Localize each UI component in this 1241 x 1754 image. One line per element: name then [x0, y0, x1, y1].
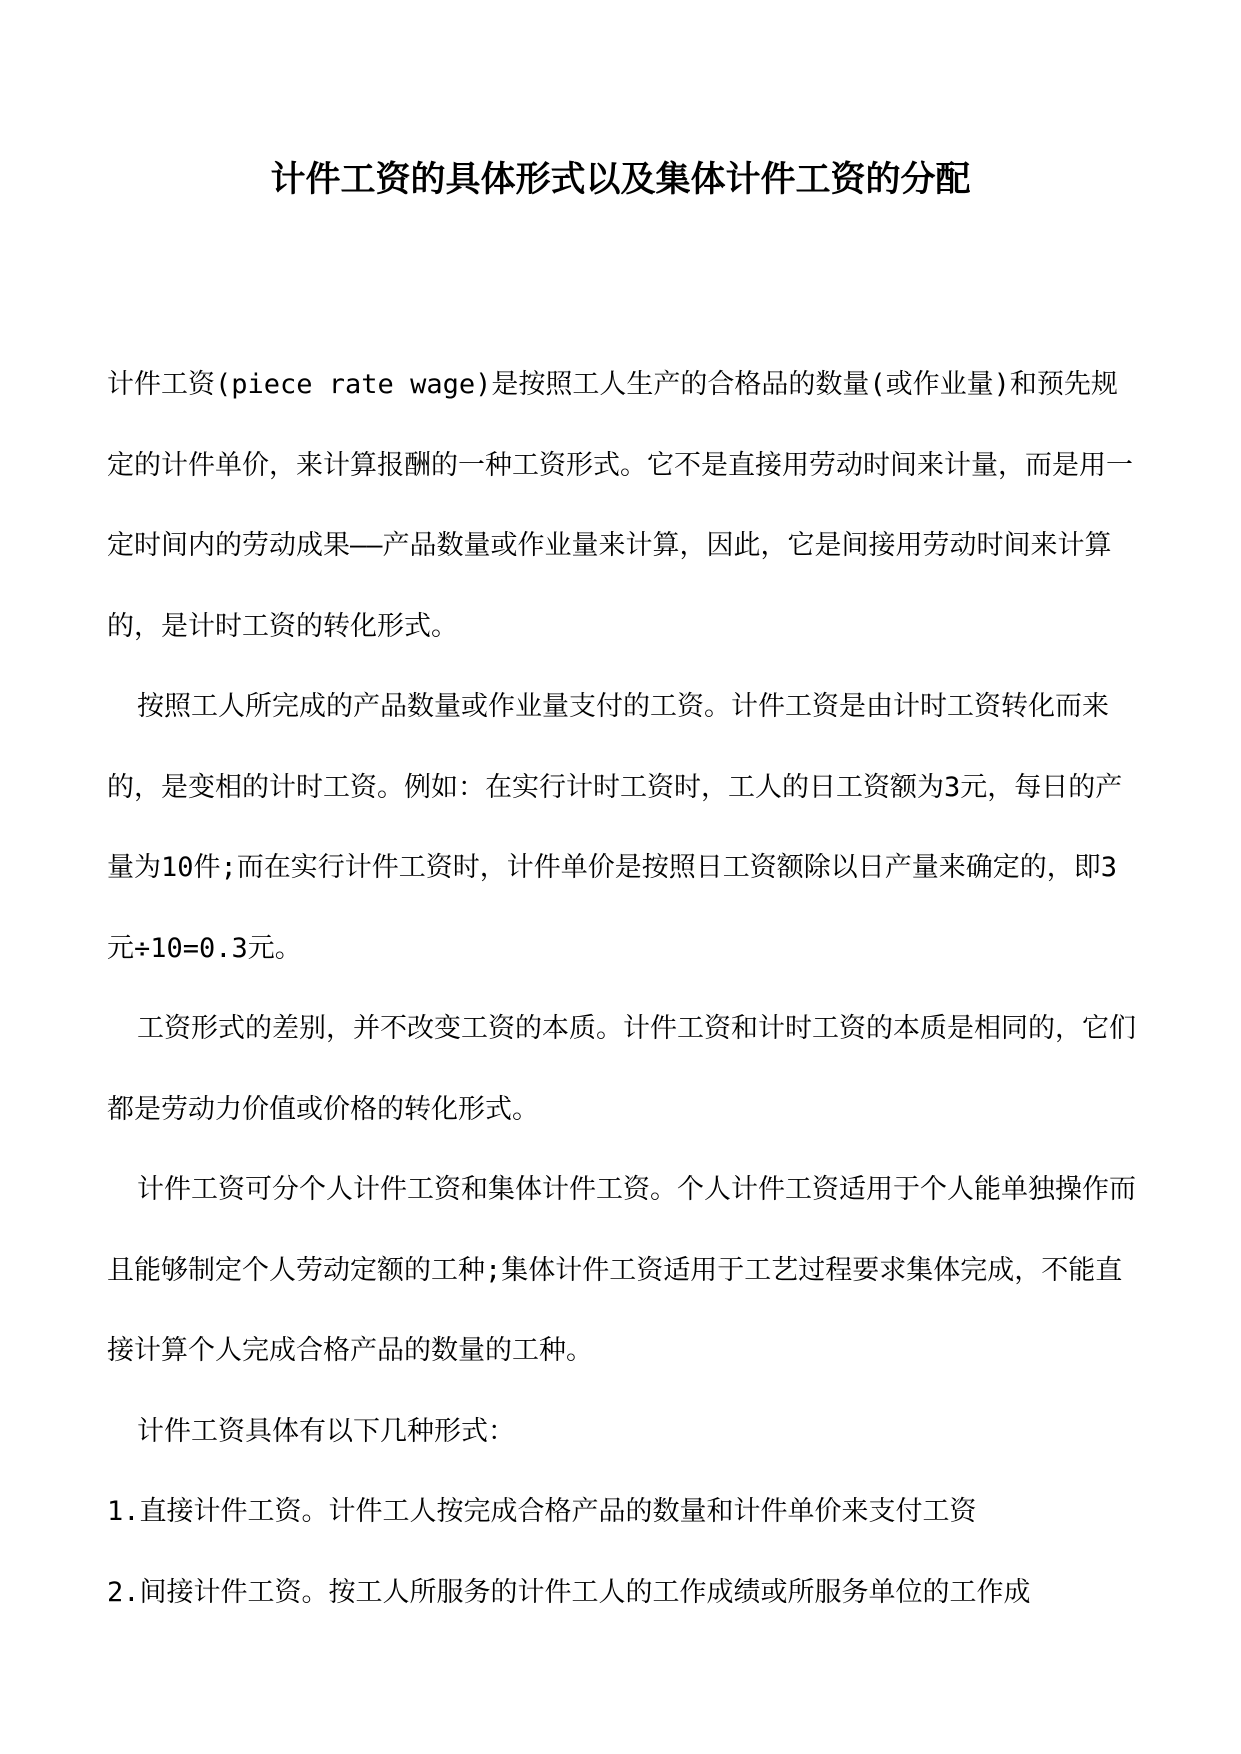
paragraph-definition: 计件工资(piece rate wage)是按照工人生产的合格品的数量(或作业量)和预先规定的计件单价，来计算报酬的一种工资形式。它不是直接用劳动时间来计量，而是用一定时间内的劳动成果——产品数量或作业量来计算，因此，它是间接用劳动时间来计算的，是计时工资的转化形式。	[107, 369, 1133, 642]
paragraph-types: 计件工资可分个人计件工资和集体计件工资。个人计件工资适用于个人能单独操作而且能够制定个人劳动定额的工种;集体计件工资适用于工艺过程要求集体完成，不能直接计算个人完成合格产品的数量的工种。	[107, 1174, 1136, 1366]
paragraph-essence: 工资形式的差别，并不改变工资的本质。计件工资和计时工资的本质是相同的，它们都是劳动力价值或价格的转化形式。	[107, 1013, 1136, 1125]
paragraph-example: 按照工人所完成的产品数量或作业量支付的工资。计件工资是由计时工资转化而来的，是变相的计时工资。例如：在实行计时工资时，工人的日工资额为3元，每日的产量为10件;而在实行计件工资时，计件单价是按照日工资额除以日产量来确定的，即3元÷10=0.3元。	[107, 691, 1123, 964]
paragraph-forms-intro: 计件工资具体有以下几种形式：	[137, 1415, 515, 1447]
list-item-indirect: 2.间接计件工资。按工人所服务的计件工人的工作成绩或所服务单位的工作成	[107, 1576, 1031, 1608]
document-body	[107, 345, 1137, 1633]
list-item-direct: 1.直接计件工资。计件工人按完成合格产品的数量和计件单价来支付工资	[107, 1496, 977, 1527]
document-title: 计件工资的具体形式以及集体计件工资的分配	[270, 159, 971, 200]
